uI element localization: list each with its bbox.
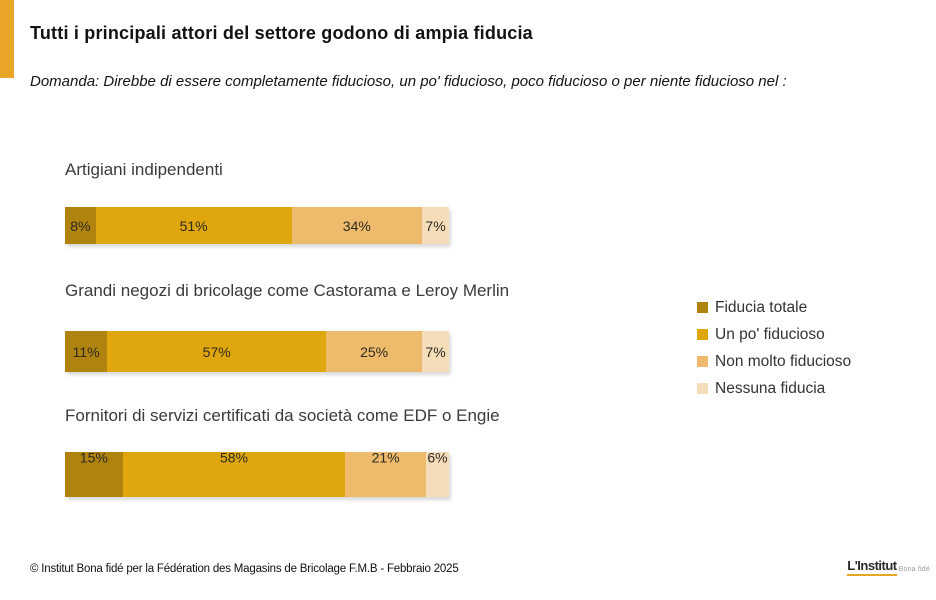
data-label: 8% [70,217,91,234]
question-subtitle: Domanda: Direbbe di essere completamente fiducioso, un po' fiducioso, poco fiducioso o per niente fiducioso nel : [30,73,787,90]
chart-legend [697,300,851,408]
bar-segment [292,207,423,244]
stacked-bar [65,207,449,244]
bar-segment [422,207,449,244]
legend-label: Un po' fiducioso [715,326,825,343]
legend-item [697,381,851,396]
bar-segment [65,449,123,497]
data-label: 7% [425,343,446,360]
legend-swatch-icon [697,383,708,394]
data-label: 25% [360,343,389,360]
stacked-bar [65,449,449,497]
data-label: 58% [219,449,248,466]
bar-segment [123,449,346,497]
source-credit: © Institut Bona fidé per la Fédération des Magasins de Bricolage F.M.B - Febbraio 2025 [30,563,459,575]
legend-label: Nessuna fiducia [715,380,826,397]
data-label: 51% [179,217,208,234]
institut-bona-fide-logo [847,559,930,576]
page-title: Tutti i principali attori del settore godono di ampia fiducia [30,23,533,44]
data-label: 34% [342,217,371,234]
legend-label: Fiducia totale [715,299,808,316]
bar-segment [65,331,107,372]
legend-label: Non molto fiducioso [715,353,852,370]
logo-sub-text: Bona fidé [898,566,930,574]
legend-item [697,354,851,369]
legend-swatch-icon [697,302,708,313]
bar-segment [96,207,292,244]
legend-swatch-icon [697,356,708,367]
bar-segment [107,331,326,372]
stacked-bar [65,331,449,372]
bar-segment [422,331,449,372]
logo-main-text: L'Institut [847,559,896,576]
bar-segment [65,207,96,244]
data-label: 11% [72,343,100,360]
legend-item [697,300,851,315]
data-label: 15% [79,449,108,466]
category-label: Fornitori di servizi certificati da società come EDF o Engie [65,406,500,425]
data-label: 7% [425,217,446,234]
category-label: Grandi negozi di bricolage come Castorama e Leroy Merlin [65,281,510,300]
data-label: 57% [202,343,231,360]
bar-segment [426,449,449,497]
data-label: 21% [371,449,400,466]
legend-item [697,327,851,342]
bar-segment [345,449,426,497]
legend-swatch-icon [697,329,708,340]
category-label: Artigiani indipendenti [65,160,223,179]
bar-segment [326,331,422,372]
data-label: 6% [427,449,448,466]
